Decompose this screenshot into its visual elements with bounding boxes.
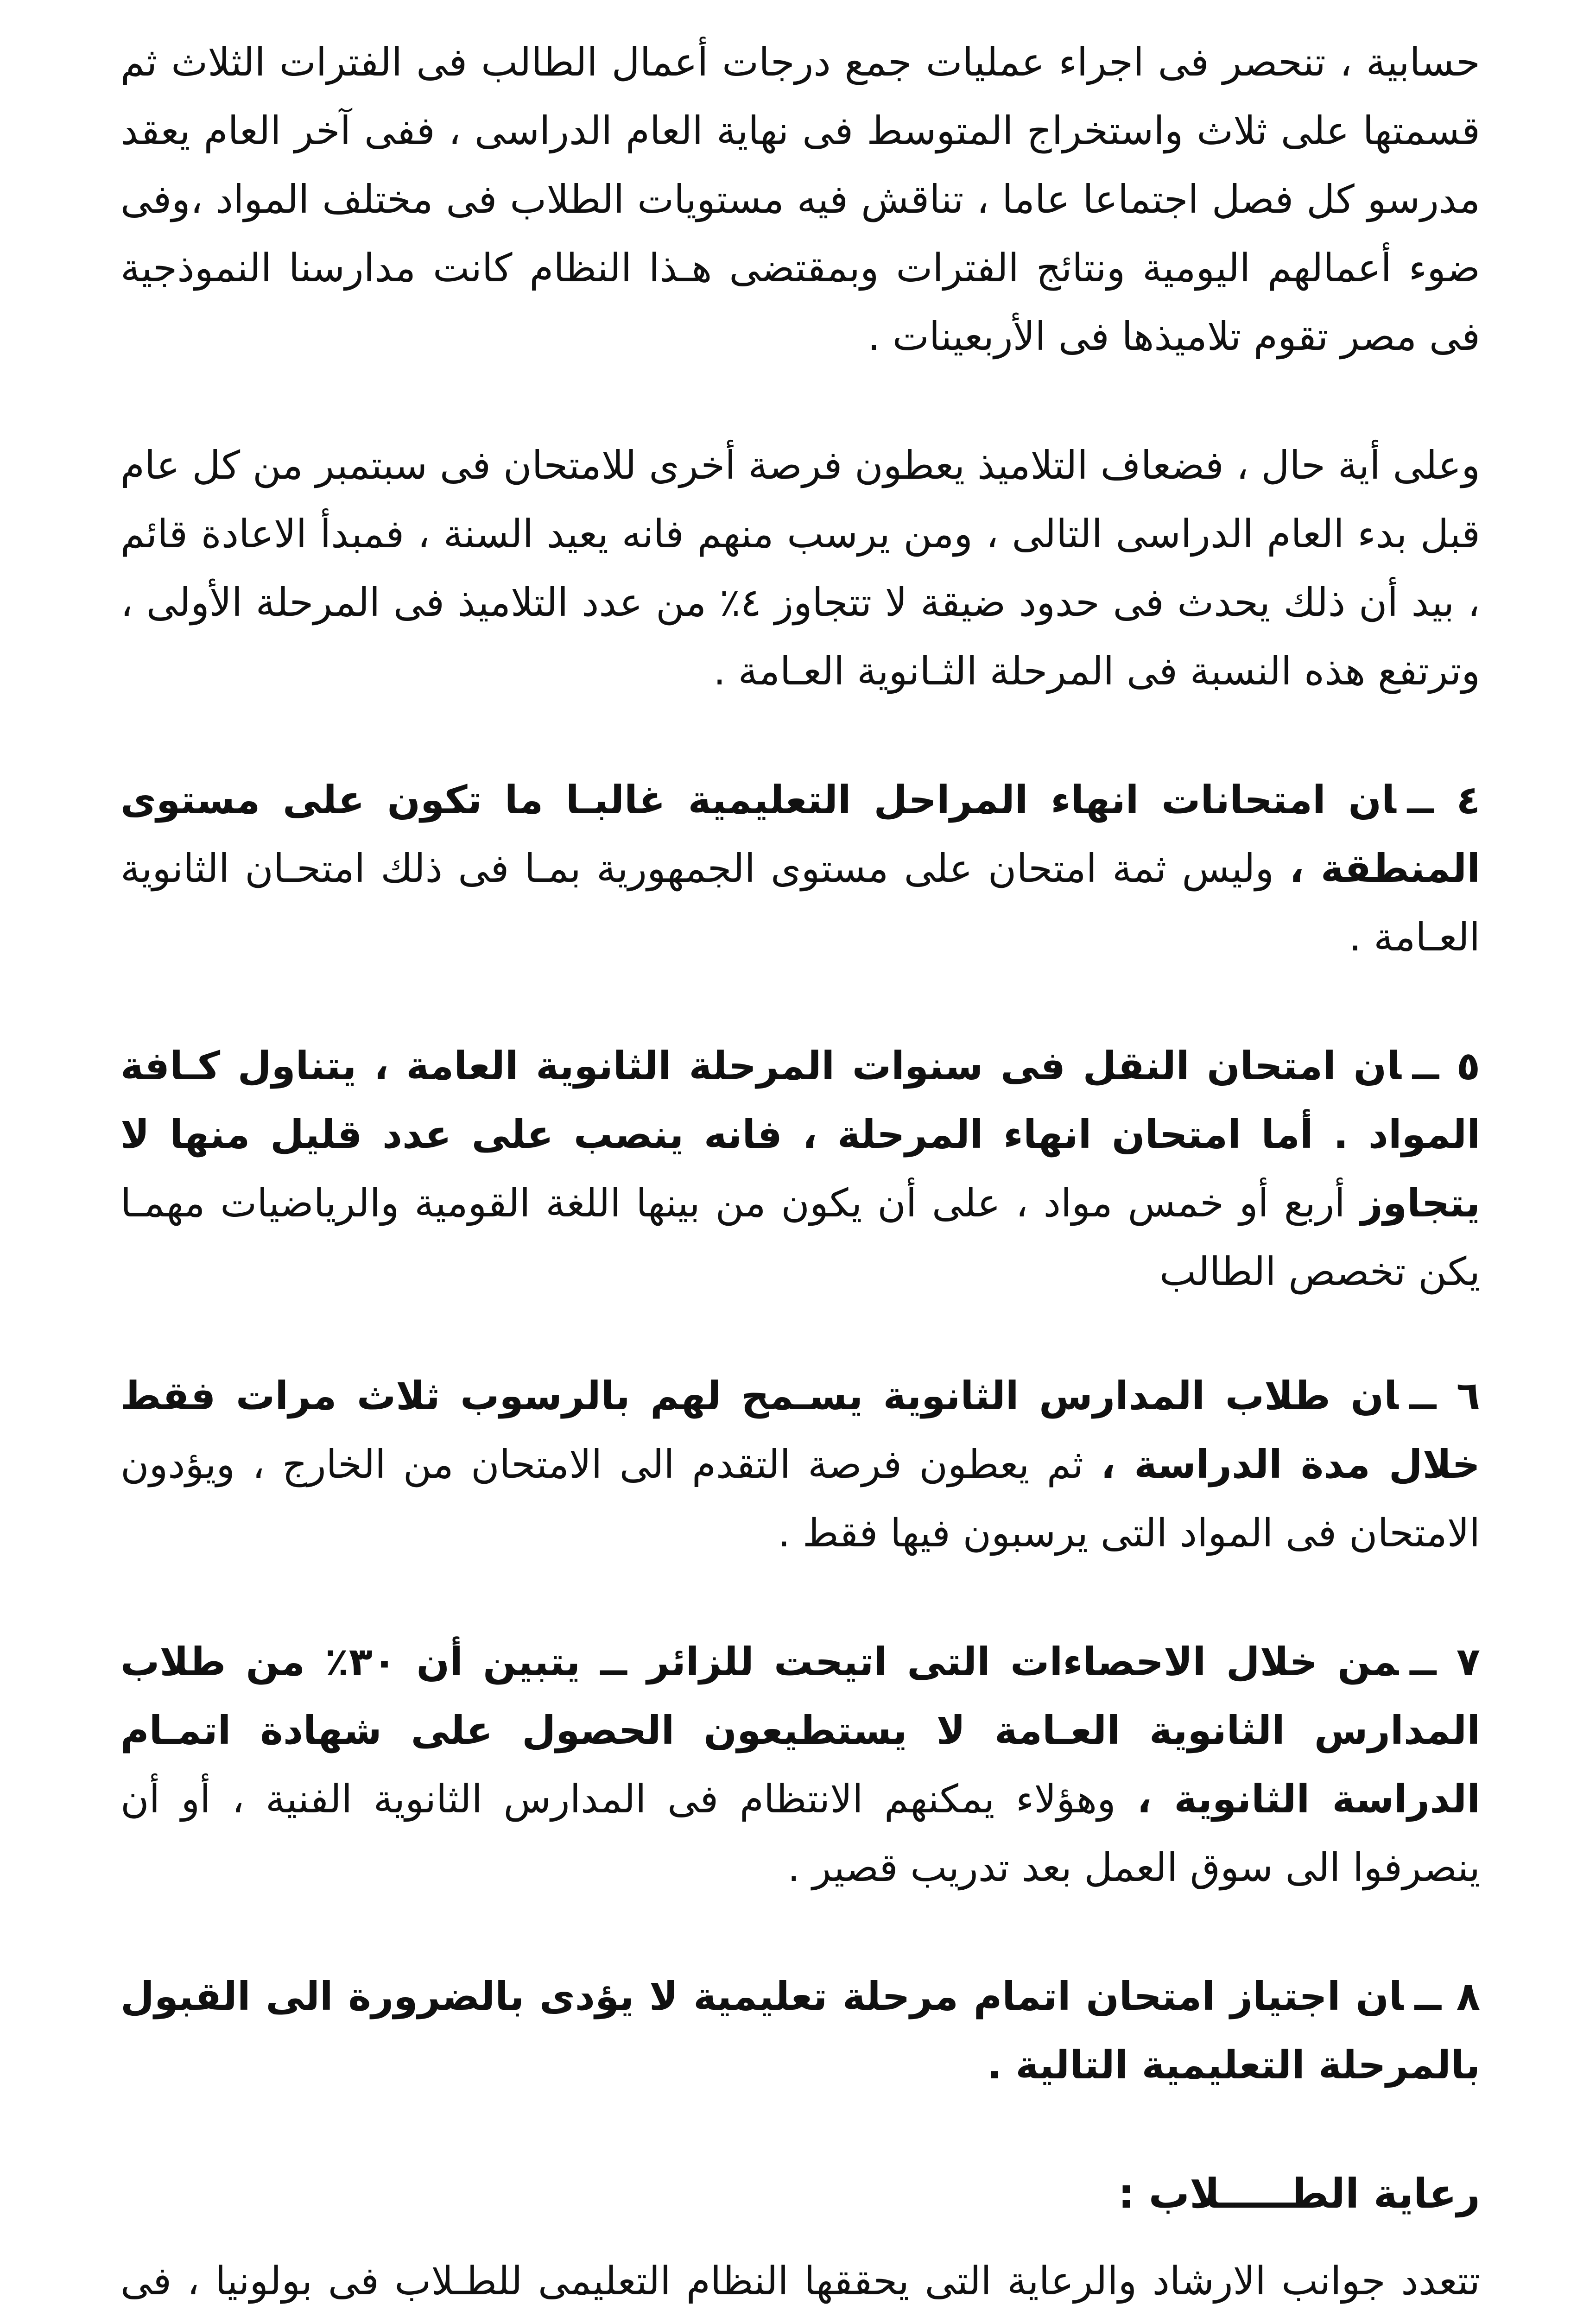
list-item-7: [120, 1627, 1480, 1902]
paragraph-student-care: تتعدد جوانب الارشاد والرعاية التى يحققها النظام التعليمى للطـلاب فى بولونيا ، فى: [120, 2258, 1480, 2304]
list-item-bold-text: ان امتحان النقل فى سنوات المرحلة الثانوية العامة ، يتناول كـافة المواد . أما امتحان انهاء المرحلة ، فانه ينصب على عدد قليل منها لا يتجاوز: [120, 1043, 1480, 1226]
list-item-8: [120, 1962, 1480, 2099]
list-item-4: [120, 766, 1480, 971]
list-item-text: وهؤلاء يمكنهم الانتظام فى المدارس الثانوية الفنية ، أو أن ينصرفوا الى سوق العمل بعد تدريب قصير .: [120, 1776, 1480, 1890]
paragraph-retake-exams: وعلى أية حال ، فضعاف التلاميذ يعطون فرصة أخرى للامتحان فى سبتمبر من كل عام قبل بدء العام الدراسى التالى ، ومن يرسب منهم فانه يعيد السنة ، فمبدأ الاعادة قائم ، بيد أن ذلك يحدث فى حدود ضيقة لا تتجاوز ٤٪ من عدد التلاميذ فى المرحلة الأولى ، وترتفع هذه النسبة فى المرحلة الثـانوية العـامة .: [120, 443, 1480, 694]
list-item-bold-text: ان طلاب المدارس الثانوية يسـمح لهم بالرسوب ثلاث مرات فقط خلال مدة الدراسة ،: [120, 1373, 1480, 1487]
document-page: [120, 28, 1480, 2317]
list-item-number: ٨ ــ: [1414, 1974, 1480, 2019]
list-item-text: ثم يعطون فرصة التقدم الى الامتحان من الخارج ، ويؤدون الامتحان فى المواد التى يرسبون فيها فقط .: [120, 1442, 1480, 1556]
list-item-number: ٤ ــ: [1407, 777, 1480, 823]
list-item-bold-text: من خلال الاحصاءات التى اتيحت للزائر ــ يتبين أن ٣٠٪ من طلاب المدارس الثانوية العـامة لا يستطيعون الحصول على شهادة اتمـام الدراسة الثانوية ،: [120, 1639, 1480, 1822]
list-item-number: ٧ ــ: [1410, 1639, 1481, 1684]
list-item-text: وليس ثمة امتحان على مستوى الجمهورية بمـا فى ذلك امتحـان الثانوية العـامة .: [120, 846, 1480, 960]
list-item-6: [120, 1361, 1480, 1567]
list-item-bold-text: ان اجتياز امتحان اتمام مرحلة تعليمية لا يؤدى بالضرورة الى القبول بالمرحلة التعليمية التالية .: [120, 1974, 1480, 2088]
paragraph-grading-system: حسابية ، تنحصر فى اجراء عمليات جمع درجات أعمال الطالب فى الفترات الثلاث ثم قسمتها على ثلاث واستخراج المتوسط فى نهاية العام الدراسى ، ففى آخر العام يعقد مدرسو كل فصل اجتماعا عاما ، تناقش فيه مستويات الطلاب فى مختلف المواد ،وفى ضوء أعمالهم اليومية ونتائج الفترات وبمقتضى هـذا النظام كانت مدارسنا النموذجية فى مصر تقوم تلاميذها فى الأربعينات .: [120, 39, 1480, 359]
list-item-bold-text: ان امتحانات انهاء المراحل التعليمية غالبـا ما تكون على مستوى المنطقة ،: [120, 777, 1480, 891]
section-heading-student-care: رعاية الطـــــلاب :: [1118, 2170, 1480, 2217]
list-item-5: [120, 1032, 1480, 1306]
list-item-text: أربع أو خمس مواد ، على أن يكون من بينها اللغة القومية والرياضيات مهمـا يكن تخصص الطالب: [120, 1180, 1480, 1294]
list-item-number: ٦ ــ: [1409, 1373, 1480, 1418]
list-item-number: ٥ ــ: [1412, 1043, 1480, 1089]
